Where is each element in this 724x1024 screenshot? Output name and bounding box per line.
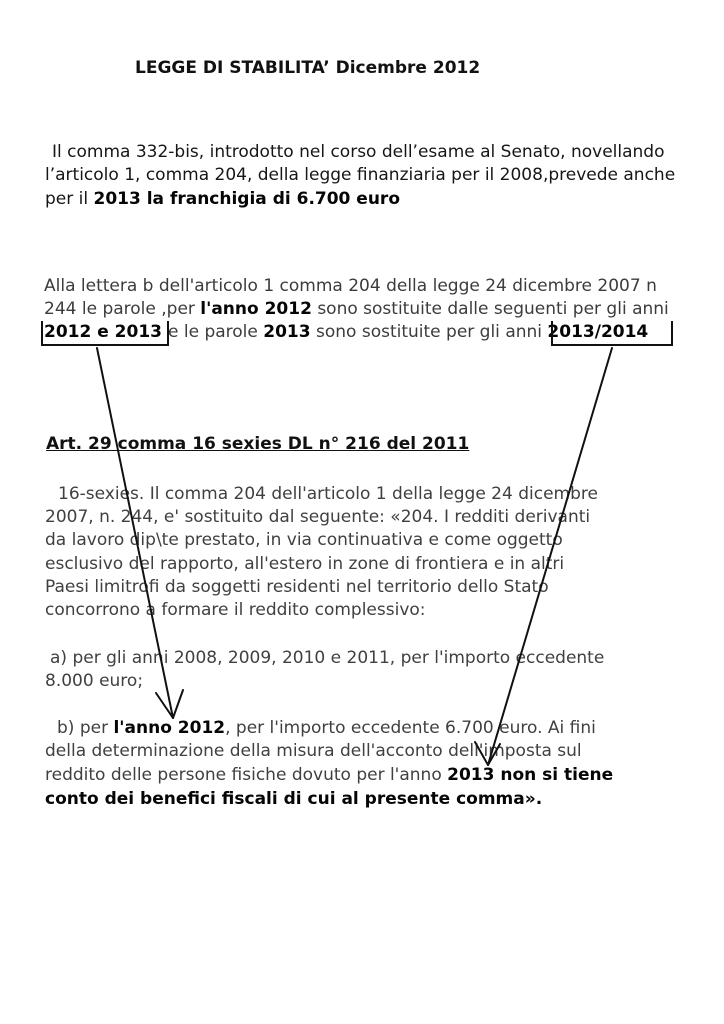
article-line6: concorrono a formare il reddito complessivo:: [45, 600, 426, 620]
article-item-a-line2: 8.000 euro;: [45, 671, 144, 691]
para1-line1: Il comma 332-bis, introdotto nel corso dell’esame al Senato, novellando: [52, 142, 665, 162]
article-line5: Paesi limitrofi da soggetti residenti nel territorio dello Stato: [45, 577, 549, 597]
para2-line3-text-b: e le parole: [168, 322, 264, 342]
article-item-a-line1: a) per gli anni 2008, 2009, 2010 e 2011, per l'importo eccedente: [50, 648, 605, 668]
article-year-2013-bold: 2013 non si tiene: [447, 765, 614, 785]
para2-year-2013: 2013: [263, 322, 311, 342]
article-item-b-text-c: , per l'importo eccedente 6.700 euro. Ai fini: [225, 718, 596, 738]
para2-years-2013-2014: 2013/2014: [547, 322, 649, 342]
para2-years-2012-2013: 2012 e 2013: [44, 322, 162, 342]
article-item-b-line4: conto dei benefici fiscali di cui al presente comma».: [45, 789, 543, 809]
para1-line3: [45, 189, 400, 209]
document-title: LEGGE DI STABILITA’ Dicembre 2012: [135, 58, 481, 78]
para1-highlight: 2013 la franchigia di 6.700 euro: [93, 189, 400, 209]
para1-line2: l’articolo 1, comma 204, della legge finanziaria per il 2008,prevede anche: [45, 165, 676, 185]
para2-line2-text-a: 244 le parole ,per: [44, 299, 201, 319]
para2-line2: [44, 299, 669, 319]
article-heading: Art. 29 comma 16 sexies DL n° 216 del 2011: [46, 434, 470, 454]
article-item-b-line3: [45, 765, 613, 785]
para1-line3-text: per il: [45, 189, 94, 209]
para2-line3-text-d: sono sostituite per gli anni: [310, 322, 548, 342]
arrow-left-head: [156, 690, 183, 718]
article-item-b-text-3a: reddito delle persone fisiche dovuto per l'anno: [45, 765, 448, 785]
article-item-b-line2: della determinazione della misura dell'acconto dell'imposta sul: [45, 741, 582, 761]
article-item-b-text-a: b) per: [57, 718, 114, 738]
para2-line1: Alla lettera b dell'articolo 1 comma 204 della legge 24 dicembre 2007 n: [44, 276, 657, 296]
article-line4: esclusivo del rapporto, all'estero in zone di frontiera e in altri: [45, 554, 565, 574]
article-line1: 16-sexies. Il comma 204 dell'articolo 1 della legge 24 dicembre: [58, 484, 598, 504]
para2-line2-text-c: sono sostituite dalle seguenti per gli anni: [311, 299, 669, 319]
article-item-b-line1: [57, 718, 596, 738]
para2-anno-2012: l'anno 2012: [200, 299, 312, 319]
box-2013-2014: [551, 321, 673, 346]
article-anno-2012: l'anno 2012: [113, 718, 226, 738]
article-line2: 2007, n. 244, e' sostituito dal seguente: «204. I redditi derivanti: [45, 507, 591, 527]
article-line3: da lavoro dip\te prestato, in via continuativa e come oggetto: [45, 530, 563, 550]
box-2012-2013: [41, 321, 169, 346]
